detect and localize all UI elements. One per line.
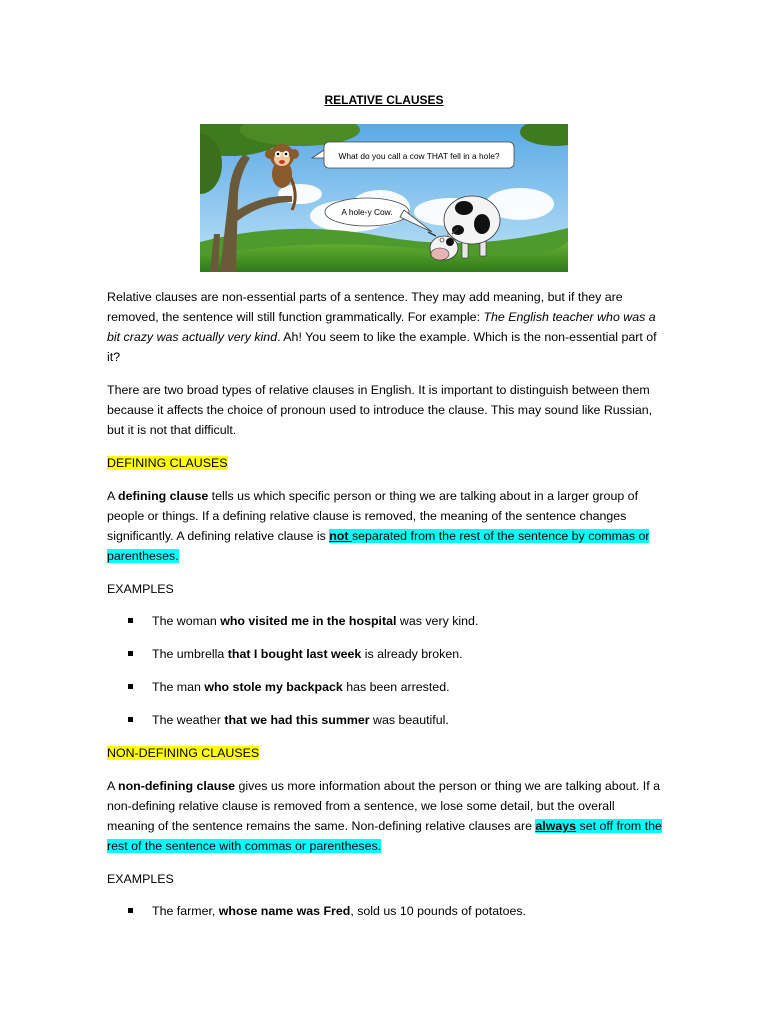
list-item — [128, 710, 478, 730]
example-clause: that I bought last week — [227, 647, 362, 661]
intro-paragraph-1 — [107, 287, 662, 367]
nondefining-examples-label: EXAMPLES — [107, 872, 174, 886]
example-clause: who stole my backpack — [204, 680, 343, 694]
nondefining-term: non-defining clause — [118, 779, 236, 793]
speech-bubble-question — [312, 142, 514, 168]
example-post: has been arrested. — [342, 680, 450, 694]
list-item — [128, 644, 478, 664]
nondefining-text-a: A — [107, 779, 119, 793]
defining-text-c: separated from the rest of the sentence by commas or parentheses. — [107, 529, 650, 563]
example-post: was beautiful. — [369, 713, 449, 727]
example-clause: who visited me in the hospital — [220, 614, 397, 628]
nondefining-paragraph — [107, 776, 662, 856]
nondefining-heading — [107, 743, 662, 763]
nondefining-examples-list — [128, 901, 526, 921]
defining-key-word: not — [329, 529, 352, 543]
bullet-square-icon — [128, 684, 133, 689]
defining-paragraph — [107, 486, 662, 566]
example-clause: whose name was Fred — [218, 904, 351, 918]
bullet-square-icon — [128, 651, 133, 656]
defining-heading — [107, 453, 662, 473]
defining-term: defining clause — [118, 489, 209, 503]
example-clause: that we had this summer — [224, 713, 370, 727]
intro-p1-text-c: . Ah! You seem to like the example. Which is the non-essential part of it? — [107, 330, 657, 364]
example-pre: The umbrella — [152, 647, 228, 661]
example-pre: The man — [152, 680, 205, 694]
example-post: is already broken. — [361, 647, 463, 661]
bullet-square-icon — [128, 618, 133, 623]
example-pre: The farmer, — [152, 904, 219, 918]
nondefining-text-b: gives us more information about the person or thing we are talking about. If a non-defining relative clause is removed from a sentence, we lose some detail, but the overall meaning of the sentence remains the same. Non-defining relative clauses are — [107, 779, 661, 833]
nondefining-text-c: set off from the rest of the sentence with commas or parentheses. — [107, 819, 662, 853]
defining-text-a: A — [107, 489, 119, 503]
example-sentence: The English teacher who was a bit crazy was actually very kind — [107, 310, 656, 344]
example-pre: The woman — [152, 614, 221, 628]
nondefining-key-word: always — [535, 819, 577, 833]
defining-text-b: tells us which specific person or thing we are talking about in a larger group of people or things. If a defining relative clause is removed, the meaning of the sentence changes significantly. A defining relative clause is — [107, 489, 639, 543]
page-title: RELATIVE CLAUSES — [324, 93, 444, 107]
example-post: , sold us 10 pounds of potatoes. — [350, 904, 526, 918]
example-post: was very kind. — [396, 614, 479, 628]
nondefining-heading-text: NON-DEFINING CLAUSES — [107, 746, 260, 760]
intro-paragraph-2: There are two broad types of relative clauses in English. It is important to distinguish between them because it affects the choice of pronoun used to introduce the clause. This may sound like Russian, but it is not that difficult. — [107, 383, 653, 437]
list-item — [128, 677, 478, 697]
cartoon-illustration — [200, 124, 568, 272]
bubble-answer-text: A hole-y Cow. — [341, 207, 393, 217]
bullet-square-icon — [128, 908, 133, 913]
defining-heading-text: DEFINING CLAUSES — [107, 456, 228, 470]
list-item — [128, 611, 478, 631]
bubble-question-text: What do you call a cow THAT fell in a hole? — [338, 151, 500, 161]
defining-examples-label: EXAMPLES — [107, 582, 174, 596]
list-item — [128, 901, 526, 921]
example-pre: The weather — [152, 713, 225, 727]
defining-examples-list — [128, 611, 478, 730]
intro-p1-text-a: Relative clauses are non-essential parts of a sentence. They may add meaning, but if they are removed, the sentence will still function grammatically. For example: — [107, 290, 623, 324]
bullet-square-icon — [128, 717, 133, 722]
